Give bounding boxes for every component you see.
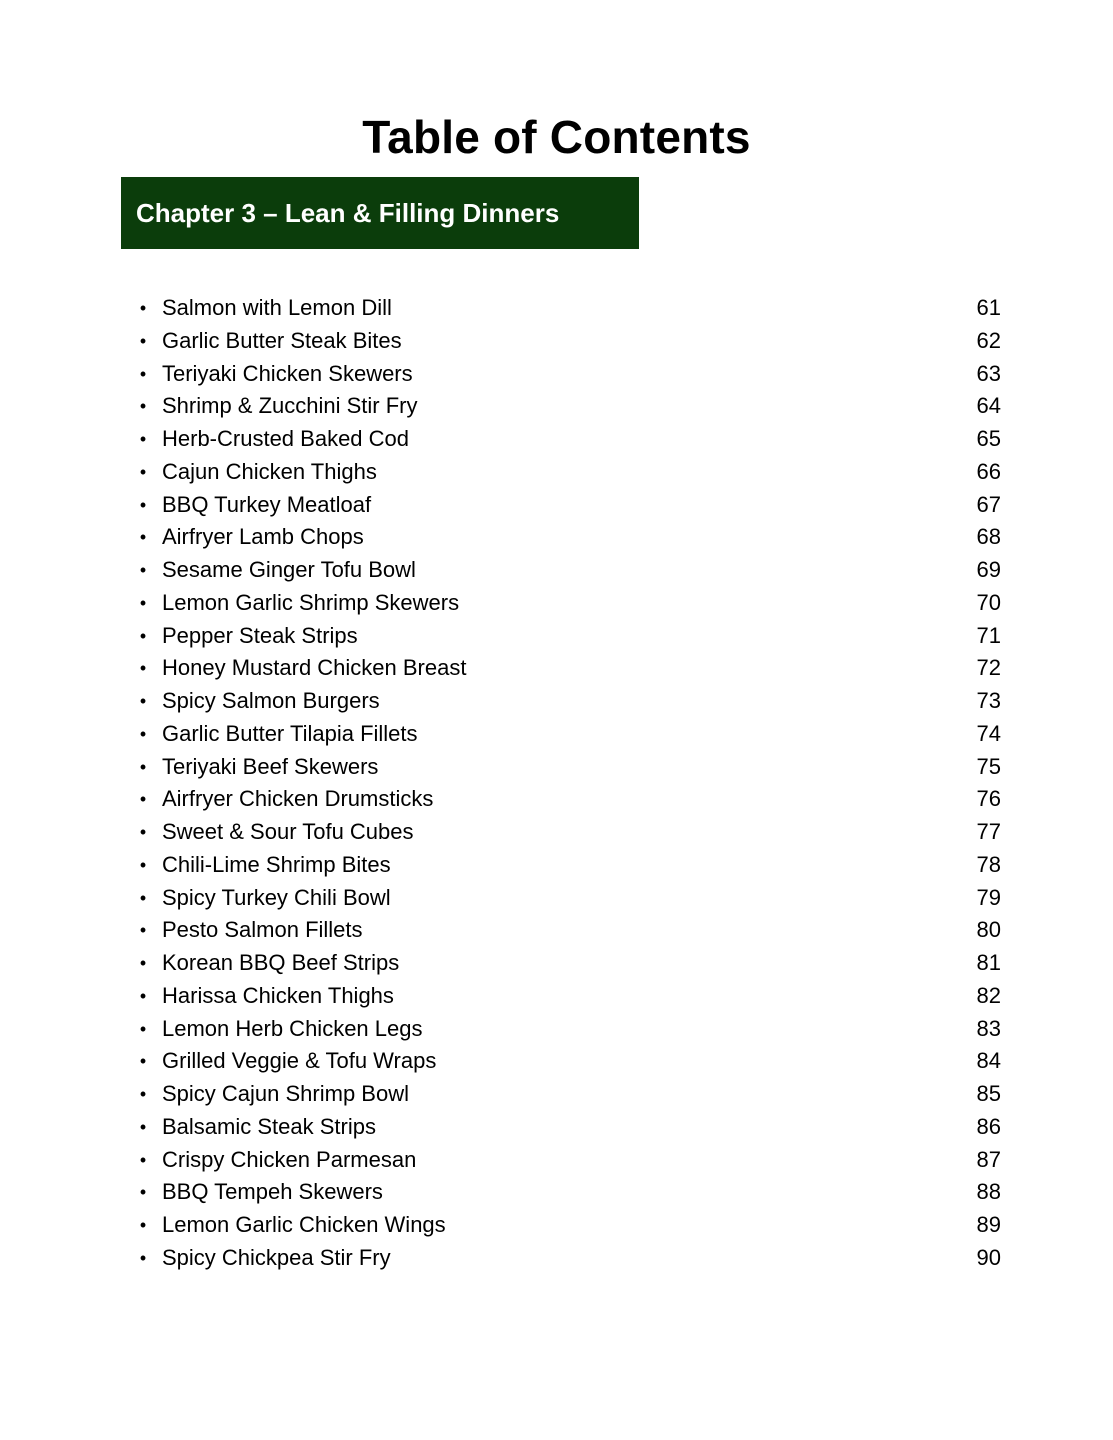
toc-entry-title: BBQ Tempeh Skewers [162, 1179, 383, 1205]
toc-page-number: 69 [976, 557, 1001, 582]
toc-entry[interactable] [0, 554, 1113, 587]
page-title: Table of Contents [362, 111, 751, 163]
toc-page-number: 64 [976, 393, 1001, 419]
toc-page-number: 88 [976, 1179, 1001, 1205]
toc-page-number: 89 [976, 1212, 1001, 1237]
toc-entry-title: Teriyaki Chicken Skewers [162, 360, 413, 386]
toc-page-number: 82 [976, 982, 1001, 1008]
bullet-icon: • [139, 429, 147, 449]
toc-entry-title: Korean BBQ Beef Strips [162, 950, 400, 975]
toc-entry[interactable] [0, 914, 1113, 947]
toc-page-number: 80 [976, 917, 1001, 943]
toc-page-number: 84 [976, 1048, 1001, 1074]
bullet-icon: • [139, 1215, 147, 1235]
toc-page-number: 71 [976, 622, 1001, 648]
bullet-icon: • [139, 461, 147, 482]
toc-page-number: 83 [976, 1015, 1001, 1041]
chapter-banner [121, 177, 639, 249]
toc-entry-title: BBQ Turkey Meatloaf [162, 491, 372, 517]
toc-entry[interactable] [0, 1078, 1113, 1111]
toc-entry-title: Spicy Cajun Shrimp Bowl [162, 1081, 409, 1106]
toc-list [0, 292, 1113, 1275]
toc-entry[interactable] [0, 718, 1113, 751]
toc-page-number: 72 [976, 655, 1001, 681]
toc-page-number: 62 [976, 327, 1001, 353]
toc-entry-title: Airfryer Lamb Chops [162, 524, 364, 550]
toc-entry[interactable] [0, 1176, 1113, 1209]
bullet-icon: • [139, 920, 147, 941]
bullet-icon: • [139, 789, 147, 810]
toc-entry[interactable] [0, 1111, 1113, 1144]
bullet-icon: • [139, 1247, 147, 1268]
toc-entry[interactable] [0, 816, 1113, 849]
toc-entry-title: Spicy Chickpea Stir Fry [162, 1244, 391, 1270]
toc-entry-title: Balsamic Steak Strips [162, 1113, 376, 1139]
toc-page-number: 65 [976, 426, 1001, 451]
toc-page-number: 86 [976, 1113, 1001, 1139]
toc-page-number: 67 [976, 491, 1001, 517]
toc-entry-title: Pesto Salmon Fillets [162, 917, 363, 943]
bullet-icon: • [139, 1018, 147, 1039]
toc-entry-title: Honey Mustard Chicken Breast [162, 655, 467, 681]
toc-entry-title: Airfryer Chicken Drumsticks [162, 786, 434, 812]
toc-page-number: 79 [976, 884, 1001, 910]
toc-entry[interactable] [0, 882, 1113, 915]
toc-entry-title: Pepper Steak Strips [162, 622, 358, 648]
bullet-icon: • [139, 1084, 147, 1104]
toc-entry-title: Teriyaki Beef Skewers [162, 753, 379, 779]
bullet-icon: • [139, 592, 147, 613]
toc-page-number: 68 [976, 524, 1001, 550]
toc-entry[interactable] [0, 587, 1113, 620]
toc-page-number: 73 [976, 688, 1001, 713]
bullet-icon: • [139, 1182, 147, 1203]
bullet-icon: • [139, 953, 147, 973]
toc-entry[interactable] [0, 390, 1113, 423]
bullet-icon: • [139, 691, 147, 711]
toc-entry[interactable] [0, 489, 1113, 522]
toc-page-number: 87 [976, 1146, 1001, 1172]
toc-page-number: 90 [976, 1244, 1001, 1270]
toc-entry[interactable] [0, 456, 1113, 489]
toc-entry-title: Lemon Garlic Shrimp Skewers [162, 589, 460, 615]
toc-entry[interactable] [0, 1013, 1113, 1046]
toc-entry-title: Garlic Butter Steak Bites [162, 327, 402, 353]
bullet-icon: • [139, 330, 147, 351]
toc-entry-title: Harissa Chicken Thighs [162, 982, 394, 1008]
toc-entry[interactable] [0, 849, 1113, 882]
toc-entry-title: Spicy Salmon Burgers [162, 688, 380, 713]
toc-entry[interactable] [0, 1045, 1113, 1078]
toc-entry[interactable] [0, 423, 1113, 456]
toc-entry[interactable] [0, 685, 1113, 718]
toc-entry-title: Shrimp & Zucchini Stir Fry [162, 393, 418, 419]
bullet-icon: • [139, 1116, 147, 1137]
toc-page-number: 77 [976, 819, 1001, 844]
toc-entry-title: Garlic Butter Tilapia Fillets [162, 720, 418, 746]
toc-page-number: 74 [976, 720, 1001, 746]
toc-entry-title: Chili-Lime Shrimp Bites [162, 851, 391, 877]
toc-entry[interactable] [0, 783, 1113, 816]
toc-entry-title: Grilled Veggie & Tofu Wraps [162, 1048, 437, 1074]
toc-page-number: 61 [976, 295, 1001, 320]
bullet-icon: • [139, 854, 147, 875]
toc-entry[interactable] [0, 751, 1113, 784]
toc-entry[interactable] [0, 325, 1113, 358]
bullet-icon: • [139, 625, 147, 646]
bullet-icon: • [139, 1051, 147, 1072]
bullet-icon: • [139, 756, 147, 777]
toc-entry[interactable] [0, 521, 1113, 554]
toc-page-number: 76 [976, 786, 1001, 812]
toc-page-number: 85 [976, 1081, 1001, 1106]
bullet-icon: • [139, 822, 147, 842]
toc-entry-title: Crispy Chicken Parmesan [162, 1146, 417, 1172]
toc-page-number: 81 [976, 950, 1001, 975]
bullet-icon: • [139, 658, 147, 679]
toc-entry-title: Lemon Herb Chicken Legs [162, 1015, 423, 1041]
bullet-icon: • [139, 298, 147, 318]
bullet-icon: • [139, 723, 147, 744]
toc-entry[interactable] [0, 1242, 1113, 1275]
toc-entry-title: Sesame Ginger Tofu Bowl [162, 557, 416, 582]
toc-entry[interactable] [0, 620, 1113, 653]
bullet-icon: • [139, 1149, 147, 1170]
toc-entry[interactable] [0, 358, 1113, 391]
toc-entry[interactable] [0, 1144, 1113, 1177]
toc-entry[interactable] [0, 1209, 1113, 1242]
toc-page-number: 75 [976, 753, 1001, 779]
toc-page-number: 70 [976, 589, 1001, 615]
bullet-icon: • [139, 887, 147, 908]
toc-entry-title: Salmon with Lemon Dill [162, 295, 392, 320]
bullet-icon: • [139, 560, 147, 580]
toc-page-number: 78 [976, 851, 1001, 877]
toc-entry[interactable] [0, 947, 1113, 980]
toc-entry[interactable] [0, 652, 1113, 685]
bullet-icon: • [139, 396, 147, 417]
toc-entry[interactable] [0, 980, 1113, 1013]
toc-entry-title: Herb-Crusted Baked Cod [162, 426, 410, 451]
toc-page-number: 66 [976, 458, 1001, 484]
toc-entry[interactable] [0, 292, 1113, 325]
toc-entry-title: Cajun Chicken Thighs [162, 458, 377, 484]
bullet-icon: • [139, 363, 147, 384]
toc-page-number: 63 [976, 360, 1001, 386]
chapter-title: Chapter 3 – Lean & Filling Dinners [136, 198, 560, 228]
bullet-icon: • [139, 527, 147, 548]
bullet-icon: • [139, 985, 147, 1006]
toc-entry-title: Spicy Turkey Chili Bowl [162, 884, 391, 910]
toc-entry-title: Lemon Garlic Chicken Wings [162, 1212, 446, 1237]
bullet-icon: • [139, 494, 147, 515]
toc-entry-title: Sweet & Sour Tofu Cubes [162, 819, 414, 844]
